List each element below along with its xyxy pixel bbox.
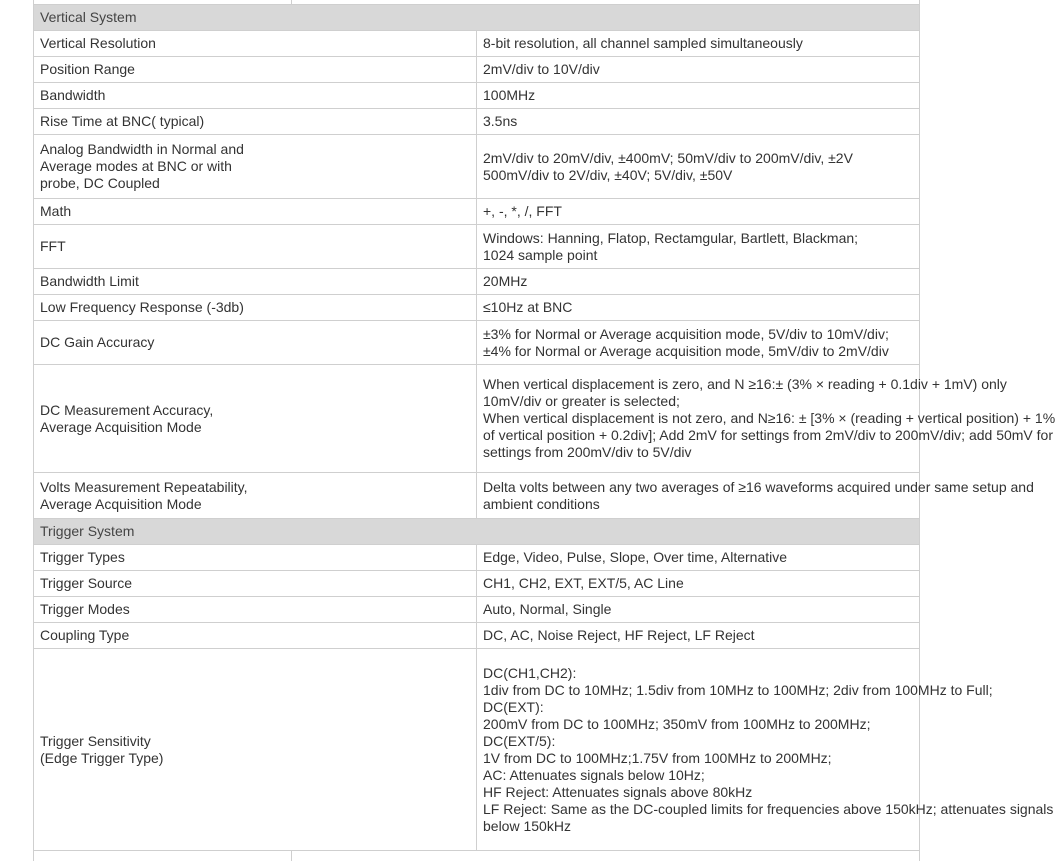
spec-label-line: FFT	[40, 238, 66, 254]
spec-label-line: Trigger Modes	[40, 601, 130, 617]
spec-row	[34, 269, 920, 295]
spec-value-line: of vertical position + 0.2div]; Add 2mV for settings from 2mV/div to 200mV/div; add 50mV for	[483, 427, 1053, 443]
spec-label-line: Low Frequency Response (-3db)	[40, 299, 244, 315]
spec-row	[34, 571, 920, 597]
spec-value-line: 3.5ns	[483, 113, 518, 129]
spec-label	[34, 83, 477, 109]
spec-value-line: DC(EXT):	[483, 698, 544, 715]
spec-label-line: Bandwidth	[40, 87, 106, 103]
spec-value	[477, 135, 920, 199]
spec-value-line: Edge, Video, Pulse, Slope, Over time, Alternative	[483, 549, 788, 565]
spec-value	[477, 109, 920, 135]
spec-value-line: 2mV/div to 20mV/div, ±400mV; 50mV/div to 200mV/div, ±2V	[483, 149, 853, 166]
spec-value	[477, 321, 920, 365]
spec-value-line: ±4% for Normal or Average acquisition mode, 5mV/div to 2mV/div	[483, 342, 889, 359]
spec-label	[34, 365, 477, 473]
spec-label-line: DC Measurement Accuracy,	[40, 401, 214, 418]
spec-row	[34, 135, 920, 199]
spec-label-line: DC Gain Accuracy	[40, 334, 155, 350]
spec-row	[34, 597, 920, 623]
spec-row	[34, 321, 920, 365]
spec-label-line: (Edge Trigger Type)	[40, 749, 164, 766]
spec-value	[477, 597, 920, 623]
spec-row	[34, 83, 920, 109]
spec-value-line: 500mV/div to 2V/div, ±40V; 5V/div, ±50V	[483, 166, 733, 183]
spec-value	[477, 545, 920, 571]
spec-value	[477, 649, 1054, 851]
spec-value	[477, 571, 920, 597]
spec-label-line: Position Range	[40, 61, 135, 77]
spec-label	[34, 545, 477, 571]
spec-label-line: Trigger Sensitivity	[40, 732, 151, 749]
spec-value-line: HF Reject: Attenuates signals above 80kHz	[483, 783, 753, 800]
spec-label	[34, 295, 477, 321]
spec-value-line: ≤10Hz at BNC	[483, 299, 573, 315]
spec-value	[477, 57, 920, 83]
spec-value-line: 20MHz	[483, 273, 528, 289]
spec-value-line: 10mV/div or greater is selected;	[483, 393, 680, 409]
spec-label	[34, 623, 477, 649]
spec-label-line: Trigger Source	[40, 575, 133, 591]
spec-label	[34, 109, 477, 135]
spec-label	[34, 597, 477, 623]
spec-row	[34, 649, 920, 851]
spec-value-line: ±3% for Normal or Average acquisition mode, 5V/div to 10mV/div;	[483, 325, 889, 342]
spec-label-line: Coupling Type	[40, 627, 130, 643]
spec-label	[34, 135, 477, 199]
spec-label-line: Volts Measurement Repeatability,	[40, 478, 248, 495]
spec-label-line: Rise Time at BNC( typical)	[40, 113, 205, 129]
spec-value-line: Windows: Hanning, Flatop, Rectamgular, Bartlett, Blackman;	[483, 229, 859, 246]
spec-label-line: Trigger Types	[40, 549, 125, 565]
specification-table	[33, 4, 1055, 851]
spec-value-line: 1div from DC to 10MHz; 1.5div from 10MHz to 100MHz; 2div from 100MHz to Full;	[483, 681, 993, 698]
spec-value-line: 100MHz	[483, 87, 536, 103]
spec-label-line: Average Acquisition Mode	[40, 418, 202, 435]
spec-label	[34, 31, 477, 57]
spec-value-line: 1024 sample point	[483, 246, 598, 263]
spec-label-line: Vertical Resolution	[40, 35, 156, 51]
spec-row	[34, 109, 920, 135]
spec-value-line: Auto, Normal, Single	[483, 601, 612, 617]
spec-label	[34, 225, 477, 269]
spec-value	[477, 269, 920, 295]
spec-row	[34, 365, 920, 473]
spec-value-line: 200mV from DC to 100MHz; 350mV from 100MHz to 200MHz;	[483, 715, 871, 732]
spec-value-line: Delta volts between any two averages of ≥16 waveforms acquired under same setup and	[483, 478, 1034, 495]
spec-row	[34, 57, 920, 83]
spec-label-line: Math	[40, 203, 72, 219]
spec-label	[34, 321, 477, 365]
spec-value-line: CH1, CH2, EXT, EXT/5, AC Line	[483, 575, 684, 591]
spec-value-line: DC(CH1,CH2):	[483, 664, 577, 681]
spec-row	[34, 473, 920, 519]
spec-value-line: When vertical displacement is not zero, and N≥16: ± [3% × (reading + vertical position) + 1%	[483, 410, 1055, 426]
spec-table-body	[34, 5, 1055, 851]
spec-label-line: probe, DC Coupled	[40, 175, 160, 191]
spec-label-line: Analog Bandwidth in Normal and	[40, 141, 244, 157]
spec-value-line: LF Reject: Same as the DC-coupled limits for frequencies above 150kHz; attenuates signals	[483, 800, 1054, 817]
spec-value	[477, 473, 1034, 519]
spec-value-line: AC: Attenuates signals below 10Hz;	[483, 766, 705, 783]
section-header	[34, 5, 920, 31]
spec-value-line: DC, AC, Noise Reject, HF Reject, LF Reject	[483, 627, 755, 643]
spec-value-line: 1V from DC to 100MHz;1.75V from 100MHz to 200MHz;	[483, 749, 832, 766]
spec-value	[477, 225, 920, 269]
spec-row	[34, 295, 920, 321]
spec-label	[34, 199, 477, 225]
spec-label	[34, 473, 477, 519]
spec-value-line: below 150kHz	[483, 817, 571, 834]
spec-row	[34, 31, 920, 57]
spec-value-line: When vertical displacement is zero, and N ≥16:± (3% × reading + 0.1div + 1mV) only	[483, 376, 1007, 392]
spec-label-line: Bandwidth Limit	[40, 273, 139, 289]
spec-value	[477, 199, 920, 225]
spec-row	[34, 623, 920, 649]
section-title: Trigger System	[34, 519, 920, 545]
spec-label	[34, 571, 477, 597]
spec-value-line: 2mV/div to 10V/div	[483, 61, 600, 77]
spec-row	[34, 545, 920, 571]
previous-row-remnant	[33, 0, 920, 4]
spec-value-line: +, -, *, /, FFT	[483, 203, 562, 219]
spec-value	[477, 623, 920, 649]
spec-value-line: settings from 200mV/div to 5V/div	[483, 444, 692, 460]
section-title: Vertical System	[34, 5, 920, 31]
spec-table-container	[33, 0, 1055, 861]
spec-value	[477, 83, 920, 109]
spec-value-line: 8-bit resolution, all channel sampled simultaneously	[483, 35, 803, 51]
section-header	[34, 519, 920, 545]
spec-value	[477, 365, 1055, 473]
next-row-remnant	[33, 851, 920, 861]
spec-label	[34, 57, 477, 83]
spec-value-line: DC(EXT/5):	[483, 732, 556, 749]
spec-label	[34, 269, 477, 295]
spec-label	[34, 649, 477, 851]
spec-label-line: Average Acquisition Mode	[40, 495, 202, 512]
spec-value-line: ambient conditions	[483, 495, 600, 512]
spec-row	[34, 199, 920, 225]
spec-value	[477, 295, 920, 321]
spec-value	[477, 31, 920, 57]
spec-label-line: Average modes at BNC or with	[40, 158, 232, 174]
spec-row	[34, 225, 920, 269]
